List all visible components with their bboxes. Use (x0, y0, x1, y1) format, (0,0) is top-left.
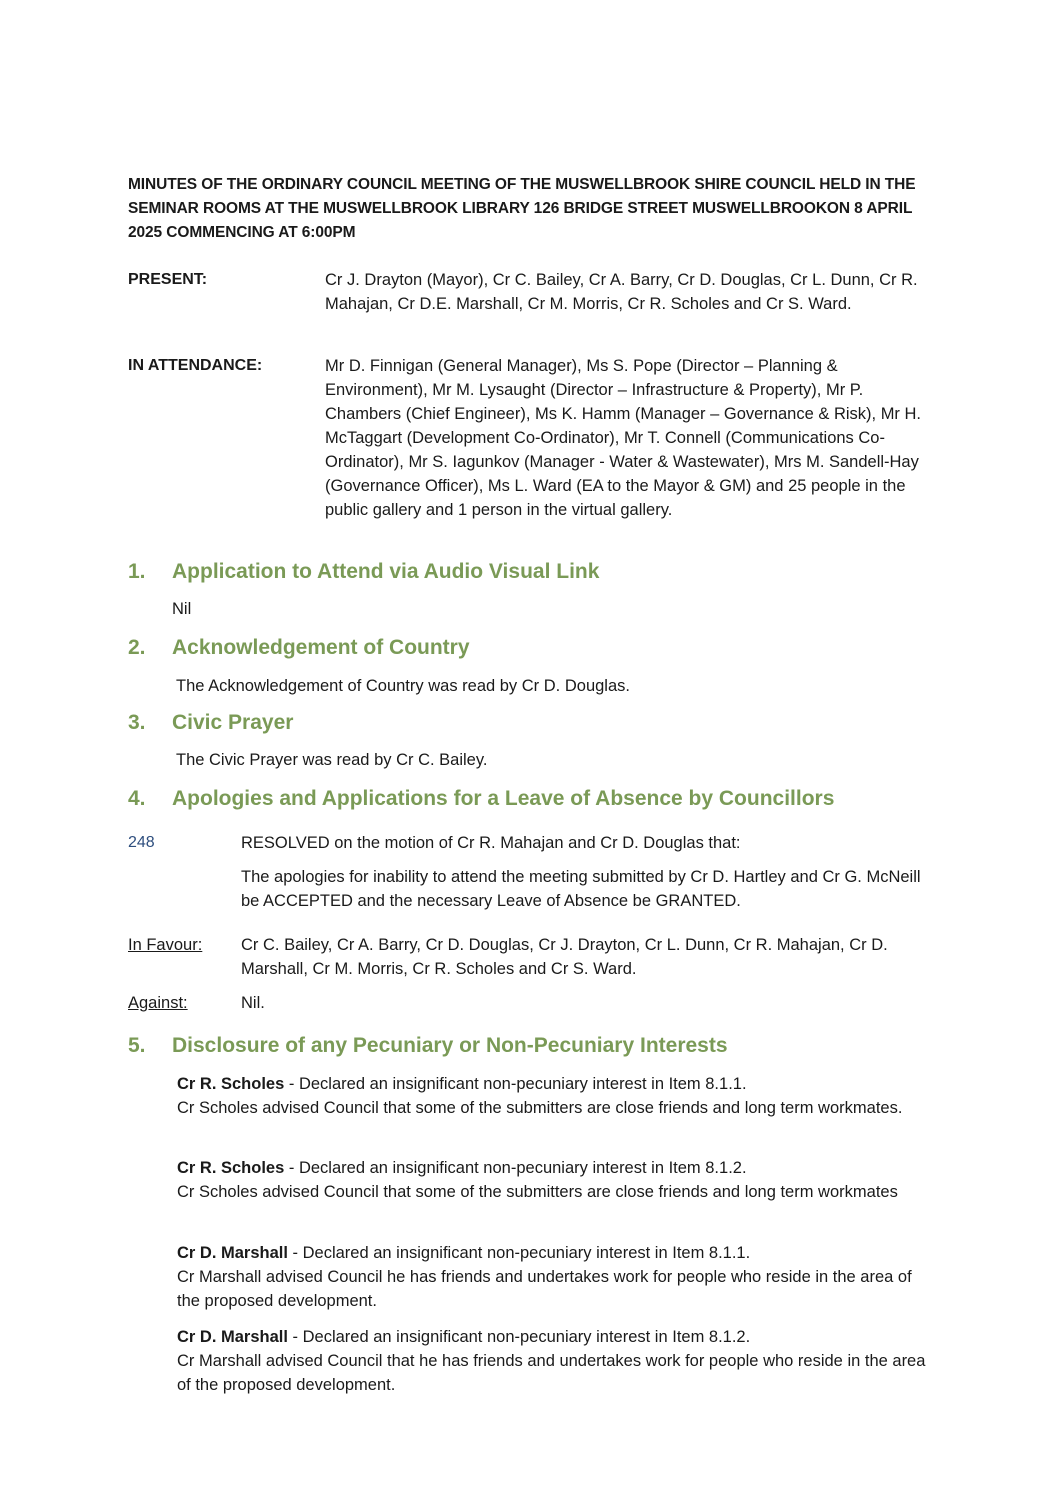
section-heading-5 (128, 1032, 948, 1060)
disclosure-name: Cr D. Marshall (177, 1328, 288, 1346)
disclosure-declaration: - Declared an insignificant non-pecuniary interest in Item 8.1.2. (287, 1328, 751, 1346)
disclosure-item (177, 1241, 937, 1313)
section-number: 3. (128, 711, 146, 734)
section-heading-1 (128, 558, 948, 586)
section-number: 4. (128, 787, 146, 810)
section-title: Application to Attend via Audio Visual Link (172, 560, 600, 583)
disclosure-item (177, 1325, 937, 1397)
disclosure-detail: Cr Scholes advised Council that some of the submitters are close friends and long term workmates. (177, 1099, 903, 1117)
disclosure-item (177, 1156, 937, 1204)
disclosure-detail: Cr Marshall advised Council that he has friends and undertakes work for people who reside in the area of the proposed development. (177, 1352, 926, 1394)
section-title: Acknowledgement of Country (172, 636, 470, 659)
disclosure-name: Cr R. Scholes (177, 1075, 285, 1093)
in-favour-label: In Favour: (128, 936, 203, 954)
against-label: Against: (128, 994, 188, 1012)
section-heading-3 (128, 709, 948, 737)
section-number: 2. (128, 636, 146, 659)
section-body-2: The Acknowledgement of Country was read by Cr D. Douglas. (176, 677, 630, 695)
section-body-3: The Civic Prayer was read by Cr C. Bailey. (176, 751, 488, 769)
resolution-text: The apologies for inability to attend the meeting submitted by Cr D. Hartley and Cr G. McNeill be ACCEPTED and the necessary Leave of Absence be GRANTED. (241, 868, 921, 910)
document-title: MINUTES OF THE ORDINARY COUNCIL MEETING OF THE MUSWELLBROOK SHIRE COUNCIL HELD IN THE SEMINAR ROOMS AT THE MUSWELLBROOK LIBRARY 126 BRIDGE STREET MUSWELLBROOKON 8 APRIL 2025 COMMENCING AT 6:00PM (128, 176, 916, 241)
attendance-label: IN ATTENDANCE: (128, 357, 263, 374)
disclosure-declaration: - Declared an insignificant non-pecuniary interest in Item 8.1.1. (284, 1075, 747, 1093)
against-value: Nil. (241, 994, 265, 1012)
disclosure-declaration: - Declared an insignificant non-pecuniary interest in Item 8.1.1. (287, 1244, 751, 1262)
section-title: Disclosure of any Pecuniary or Non-Pecuniary Interests (172, 1034, 728, 1057)
disclosure-item (177, 1072, 937, 1120)
section-number: 1. (128, 560, 146, 583)
disclosure-detail: Cr Scholes advised Council that some of the submitters are close friends and long term workmates (177, 1183, 898, 1201)
section-heading-2 (128, 634, 948, 662)
in-favour-list: Cr C. Bailey, Cr A. Barry, Cr D. Douglas, Cr J. Drayton, Cr L. Dunn, Cr R. Mahajan, Cr D. Marshall, Cr M. Morris, Cr R. Scholes and Cr S. Ward. (241, 936, 888, 978)
attendance-value: Mr D. Finnigan (General Manager), Ms S. Pope (Director – Planning & Environment), Mr M. Lysaught (Director – Infrastructure & Property), Mr P. Chambers (Chief Engineer), Ms K. Hamm (Manager – Governance & Risk), Mr H. McTaggart (Development Co-Ordinator), Mr T. Connell (Communications Co-Ordinator), Mr S. Iagunkov (Manager - Water & Wastewater), Mrs M. Sandell-Hay (Governance Officer), Ms L. Ward (EA to the Mayor & GM) and 25 people in the public gallery and 1 person in the virtual gallery. (325, 357, 922, 519)
section-heading-4 (128, 785, 948, 813)
disclosure-name: Cr D. Marshall (177, 1244, 288, 1262)
section-body-1: Nil (172, 600, 192, 618)
present-row (128, 268, 928, 340)
disclosure-declaration: - Declared an insignificant non-pecuniary interest in Item 8.1.2. (284, 1159, 747, 1177)
present-label: PRESENT: (128, 271, 208, 288)
resolution-motion: RESOLVED on the motion of Cr R. Mahajan and Cr D. Douglas that: (241, 834, 741, 852)
section-number: 5. (128, 1034, 146, 1057)
present-value: Cr J. Drayton (Mayor), Cr C. Bailey, Cr A. Barry, Cr D. Douglas, Cr L. Dunn, Cr R. Mahajan, Cr D.E. Marshall, Cr M. Morris, Cr R. Scholes and Cr S. Ward. (325, 271, 918, 313)
resolution-number: 248 (128, 834, 155, 851)
section-title: Apologies and Applications for a Leave of Absence by Councillors (172, 787, 835, 810)
disclosure-detail: Cr Marshall advised Council he has friends and undertakes work for people who reside in the area of the proposed development. (177, 1268, 912, 1310)
section-title: Civic Prayer (172, 711, 294, 734)
attendance-row (128, 354, 928, 546)
disclosure-name: Cr R. Scholes (177, 1159, 285, 1177)
